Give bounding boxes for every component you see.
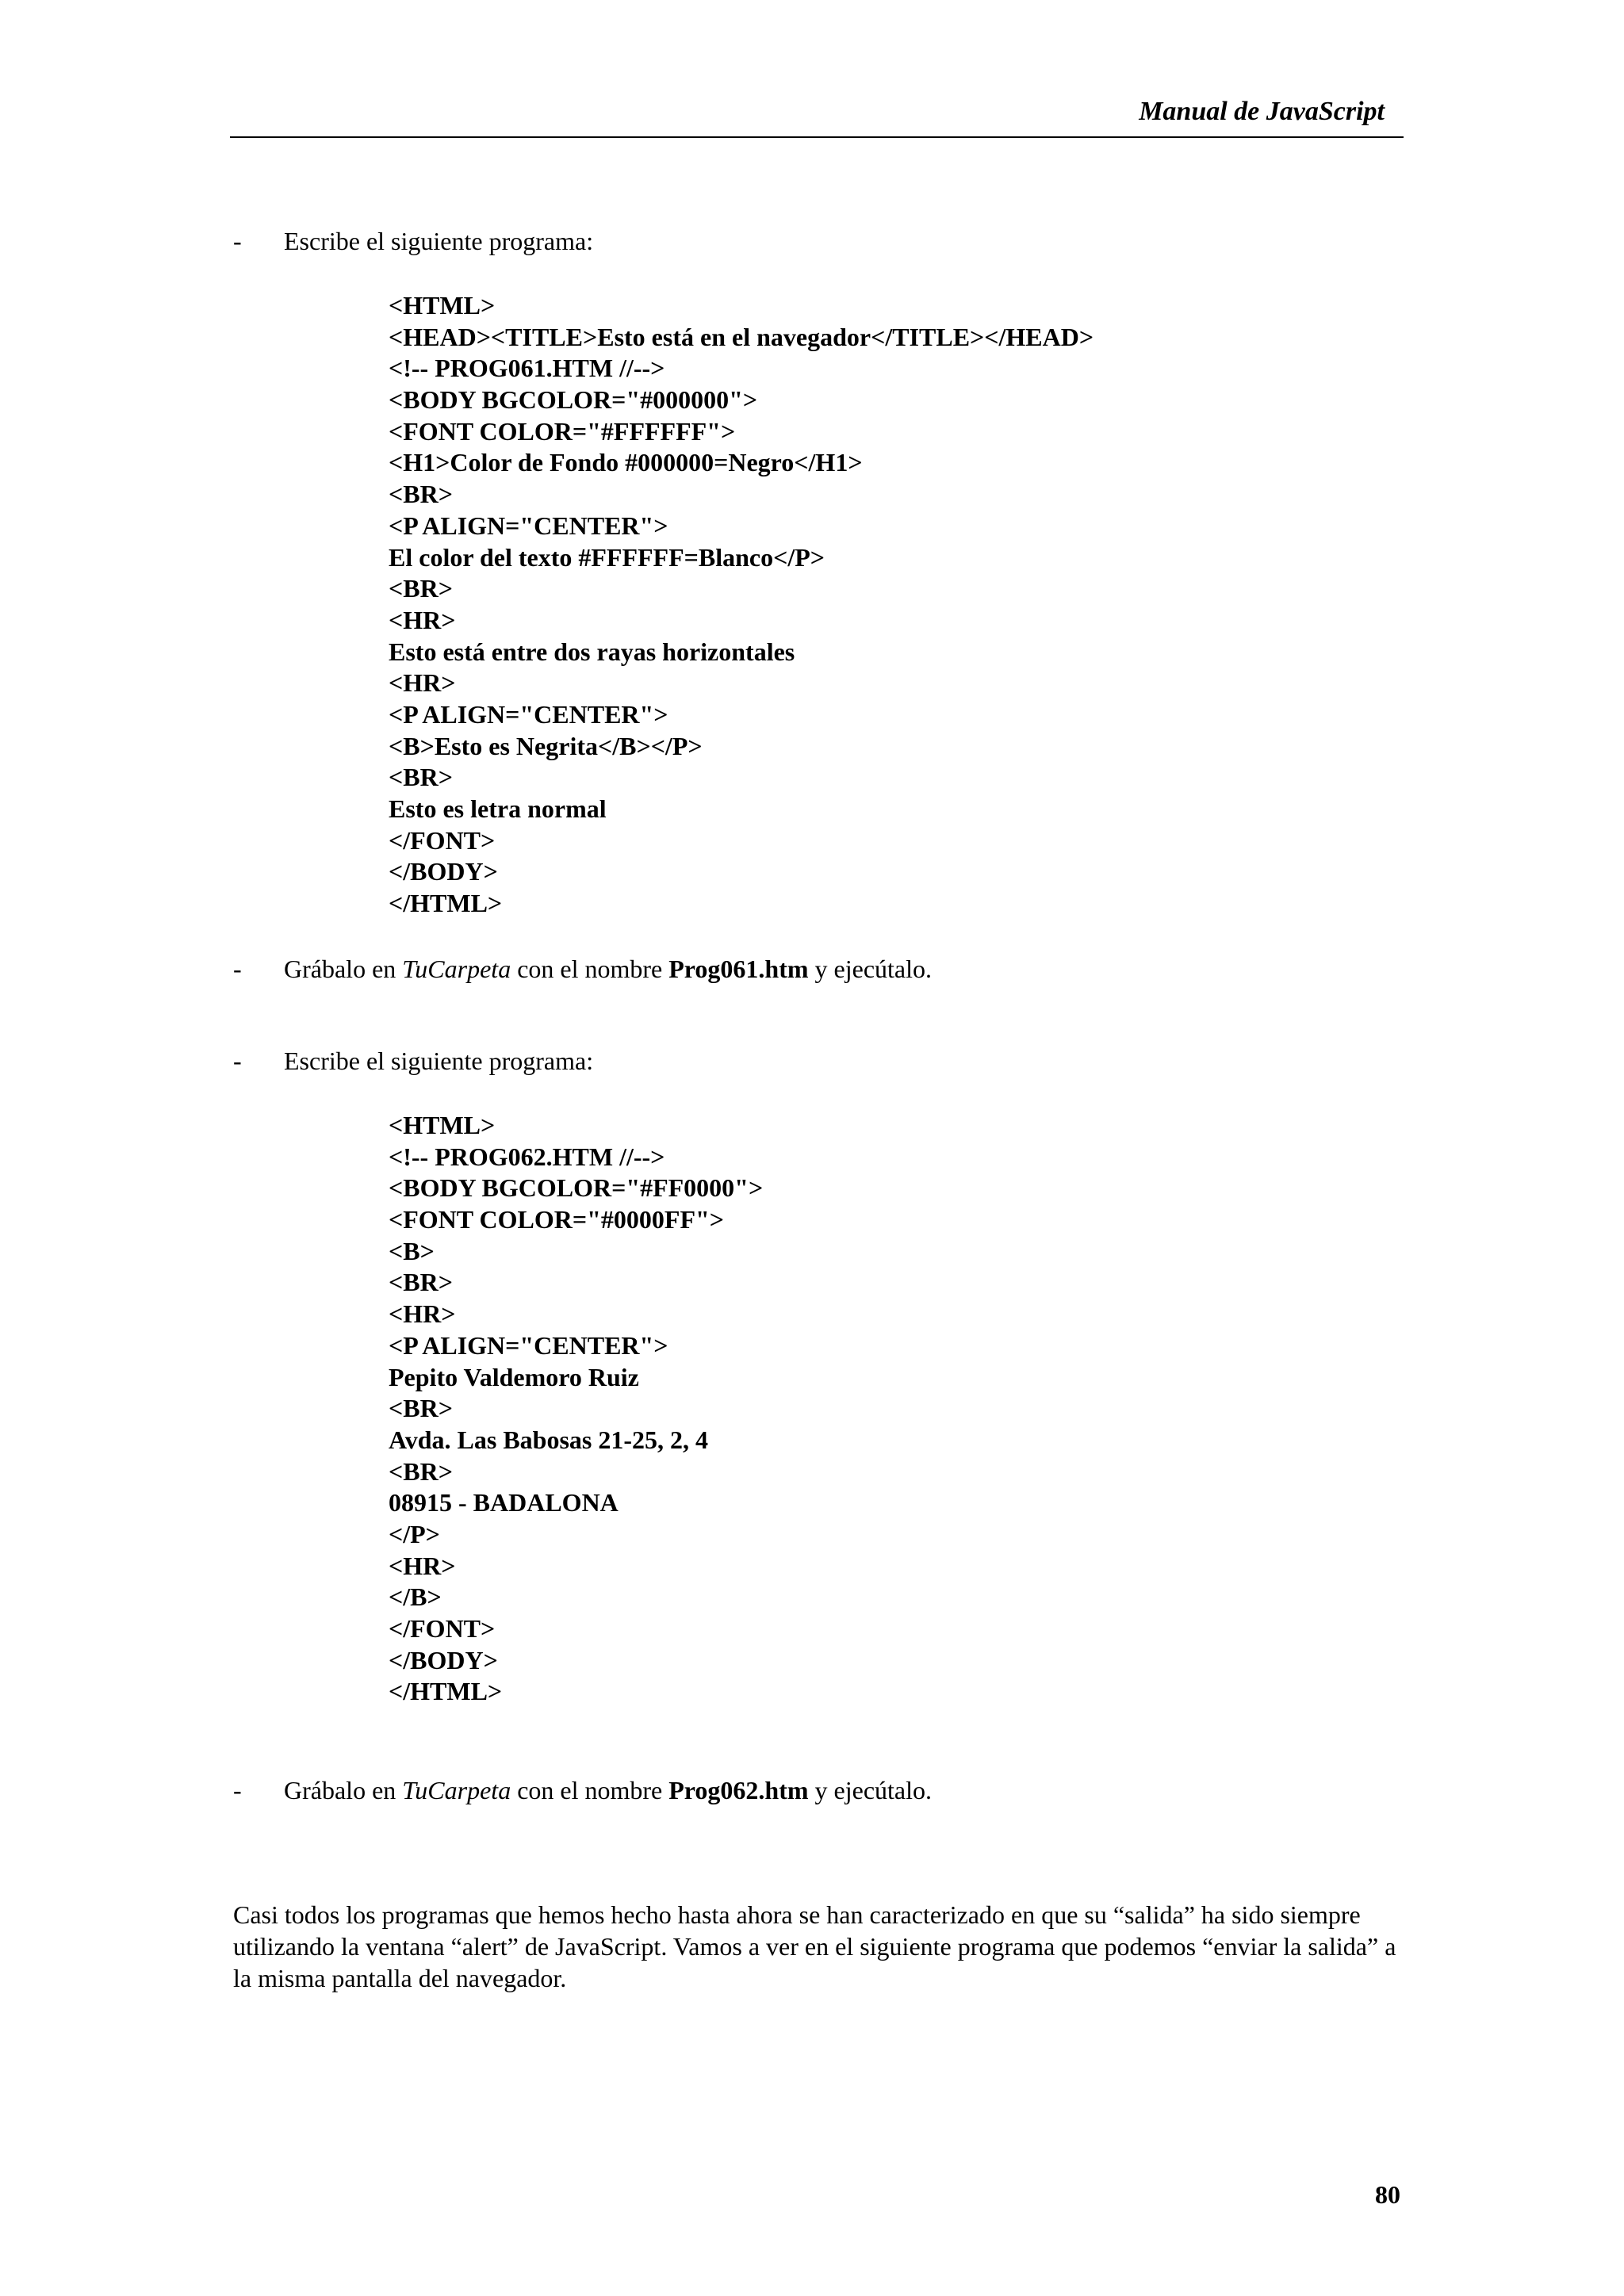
code-line: <B>Esto es Negrita</B></P> (389, 731, 703, 760)
code-line: <HTML> (389, 1111, 496, 1139)
code-line: </P> (389, 1519, 440, 1548)
code-line: </HTML> (389, 1677, 503, 1706)
section2-save-text (284, 1774, 932, 1806)
save-middle: con el nombre (511, 1776, 669, 1804)
code-line: <HEAD><TITLE>Esto está en el navegador</TITLE></HEAD> (389, 322, 1094, 351)
save-folder: TuCarpeta (402, 955, 511, 983)
code-line: <BR> (389, 480, 453, 509)
save-filename: Prog061.htm (668, 955, 809, 983)
code-line: <BODY BGCOLOR="#FF0000"> (389, 1173, 764, 1203)
code-line: Pepito Valdemoro Ruiz (389, 1362, 639, 1391)
code-line: <P ALIGN="CENTER"> (389, 699, 668, 729)
code-line: <BR> (389, 763, 453, 792)
code-line: <BR> (389, 1394, 453, 1423)
code-line: </HTML> (389, 889, 503, 918)
code-line: <BR> (389, 574, 453, 603)
code-line: </FONT> (389, 1614, 496, 1643)
section1-intro-text: Escribe el siguiente programa: (284, 227, 594, 255)
save-folder: TuCarpeta (402, 1776, 511, 1804)
bullet-dash: - (233, 1776, 242, 1804)
code-line: </FONT> (389, 825, 496, 855)
section2-intro-text: Escribe el siguiente programa: (284, 1047, 594, 1075)
code-line: <FONT COLOR="#FFFFFF"> (389, 416, 736, 446)
code-line: Avda. Las Babosas 21-25, 2, 4 (389, 1425, 709, 1454)
save-middle: con el nombre (511, 955, 669, 983)
code-line: Esto es letra normal (389, 794, 607, 823)
bullet-dash: - (233, 227, 242, 255)
code-line: El color del texto #FFFFFF=Blanco</P> (389, 542, 825, 572)
code-line: </B> (389, 1582, 442, 1612)
code-line: <P ALIGN="CENTER"> (389, 1330, 668, 1360)
code-line: <HR> (389, 668, 456, 698)
code-line: </BODY> (389, 1645, 498, 1674)
page-number: 80 (1375, 2180, 1400, 2209)
code-line: <BR> (389, 1456, 453, 1486)
code-line: <HTML> (389, 291, 496, 320)
code-line: <B> (389, 1236, 435, 1265)
code-line: <H1>Color de Fondo #000000=Negro</H1> (389, 448, 863, 477)
save-prefix: Grábalo en (284, 1776, 403, 1804)
code-line: 08915 - BADALONA (389, 1488, 619, 1517)
page-header (230, 95, 1404, 138)
code-line: Esto está entre dos rayas horizontales (389, 637, 795, 666)
code-line: <BR> (389, 1268, 453, 1297)
save-suffix: y ejecútalo. (808, 955, 932, 983)
save-suffix: y ejecútalo. (808, 1776, 932, 1804)
code-line: </BODY> (389, 857, 498, 886)
code-line: <BODY BGCOLOR="#000000"> (389, 385, 758, 415)
section2-code-listing (389, 1110, 763, 1708)
save-filename: Prog062.htm (668, 1776, 809, 1804)
bullet-dash: - (233, 955, 242, 983)
code-line: <P ALIGN="CENTER"> (389, 511, 668, 540)
code-line: <!-- PROG061.HTM //--> (389, 354, 665, 383)
section1-code-listing (389, 290, 1094, 920)
code-line: <FONT COLOR="#0000FF"> (389, 1205, 724, 1234)
closing-paragraph: Casi todos los programas que hemos hecho hasta ahora se han caracterizado en que su “salida” ha sido siempre utilizando la ventana “alert” de JavaScript. Vamos a ver en el siguiente programa que podemos “enviar la salida” a la misma pantalla del navegador. (233, 1900, 1396, 1992)
save-prefix: Grábalo en (284, 955, 403, 983)
bullet-dash: - (233, 1047, 242, 1075)
code-line: <HR> (389, 605, 456, 634)
code-line: <!-- PROG062.HTM //--> (389, 1142, 665, 1171)
section1-save-text (284, 953, 932, 985)
code-line: <HR> (389, 1299, 456, 1329)
code-line: <HR> (389, 1551, 456, 1580)
header-title: Manual de JavaScript (1139, 97, 1385, 126)
